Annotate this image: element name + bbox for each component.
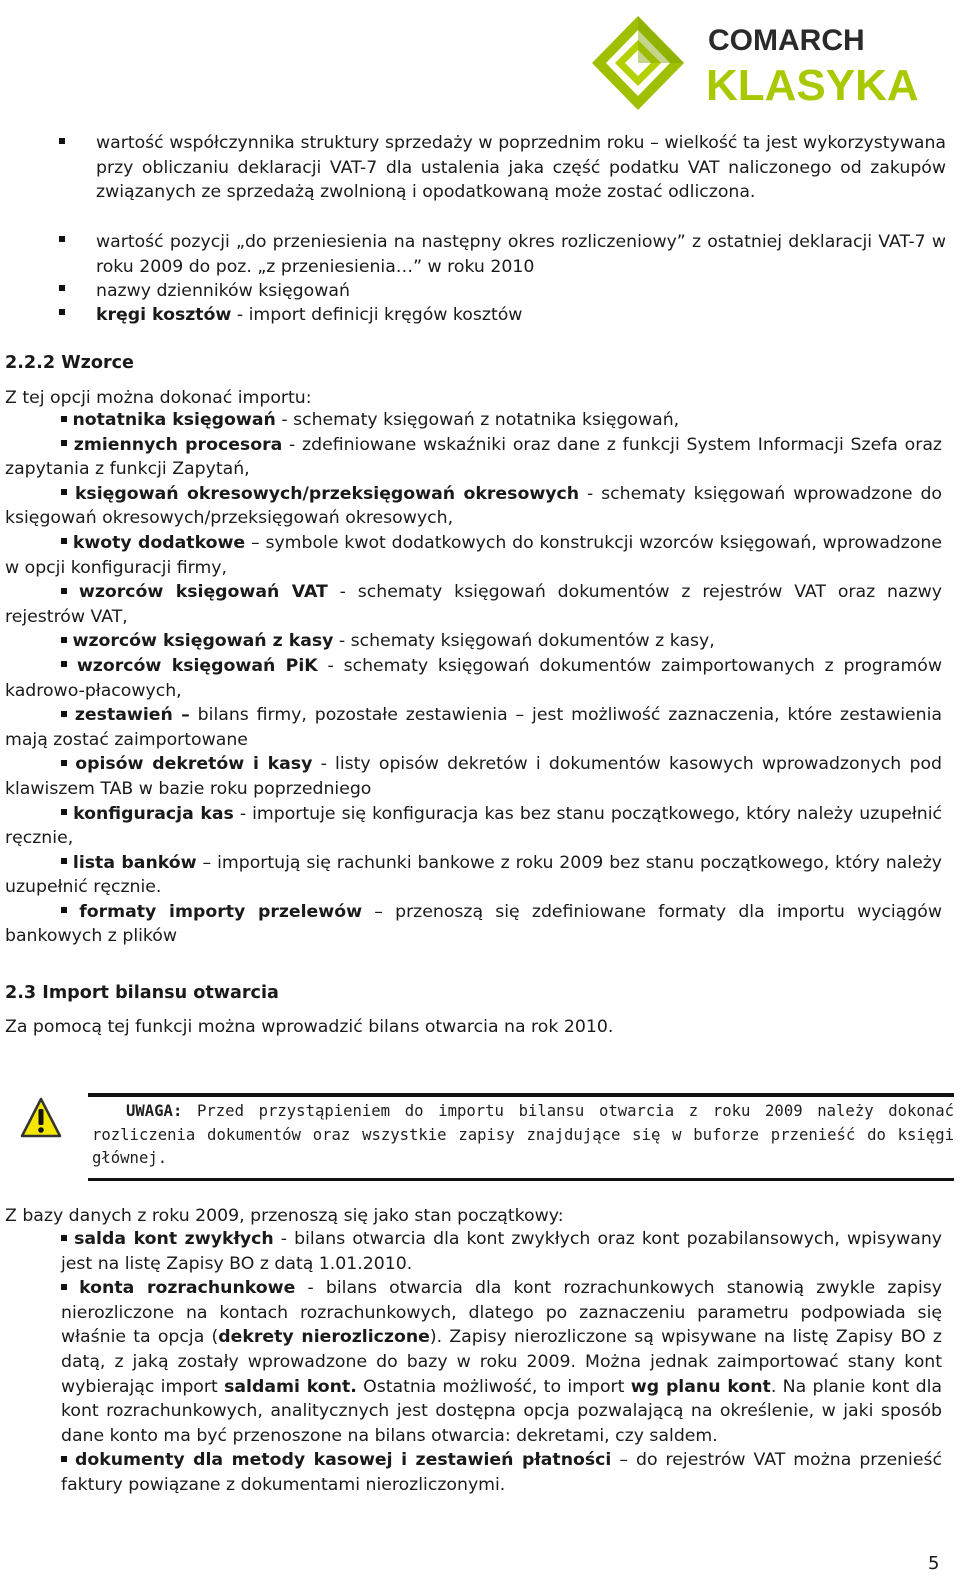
list-item: dokumenty dla metody kasowej i zestawień płatności – do rejestrów VAT można przenieść faktury powiązane z dokumentami nierozliczonymi. bbox=[61, 1450, 942, 1495]
bullet-marker bbox=[61, 588, 67, 594]
bullet-marker bbox=[61, 711, 67, 717]
warning-label: UWAGA: bbox=[126, 1102, 183, 1120]
section-heading-2-3: 2.3 Import bilansu otwarcia bbox=[5, 983, 279, 1003]
warning-bottom-rule bbox=[88, 1178, 954, 1181]
bullet-marker bbox=[61, 440, 67, 446]
warning-icon bbox=[20, 1096, 62, 1140]
list-item: lista banków – importują się rachunki bankowe z roku 2009 bez stanu początkowego, który należy uzupełnić ręcznie. bbox=[5, 852, 942, 898]
list-item: salda kont zwykłych - bilans otwarcia dla kont zwykłych oraz kont pozabilansowych, wpisywany jest na listę Zapisy BO z datą 1.01.2010. bbox=[61, 1229, 942, 1274]
list-item: księgowań okresowych/przeksięgowań okresowych - schematy księgowań wprowadzone do księgowań okresowych/przeksięgowań okresowych, bbox=[5, 483, 942, 529]
list-item: konta rozrachunkowe - bilans otwarcia dla kont rozrachunkowych stanowią zwykle zapisy nierozliczone na kontach rozrachunkowych, dlatego po zaznaczeniu parametru podpowiada się właśnie ta opcja (dekrety nierozliczone). Zapisy nierozliczone są wpisywane na listę Zapisy BO z datą, z jaką zostały wprowadzone do bazy w roku 2009. Można jednak zaimportować stany kont wybierając import saldami kont. Ostatnia możliwość, to import wg planu kont. Na planie kont dla kont rozrachunkowych, analitycznych jest dostępna opcja pozwalającą na określenie, w jaki sposób dane konto ma być przenoszone na bilans otwarcia: dekretami, czy saldem. bbox=[61, 1278, 942, 1446]
list-item: formaty importy przelewów – przenoszą się zdefiniowane formaty dla importu wyciągów bankowych z plików bbox=[5, 901, 943, 947]
bullet-marker bbox=[61, 760, 67, 766]
top-bullet-4: kręgi kosztów - import definicji kręgów kosztów bbox=[96, 305, 523, 325]
bullet-marker bbox=[59, 138, 65, 144]
list-item: kwoty dodatkowe – symbole kwot dodatkowych do konstrukcji wzorców księgowań, wprowadzone w opcji konfiguracji firmy, bbox=[5, 532, 942, 578]
logo-product-text: KLASYKA bbox=[706, 61, 919, 110]
warning-text: UWAGA: Przed przystąpieniem do importu bilansu otwarcia z roku 2009 należy dokonać rozliczenia dokumentów oraz wszystkie zapisy znajdujące się w buforze przenieść do księgi głównej. bbox=[92, 1102, 954, 1167]
bullet-marker bbox=[61, 416, 67, 422]
section-intro: Z bazy danych z roku 2009, przenoszą się jako stan początkowy: bbox=[5, 1206, 564, 1226]
section-intro: Za pomocą tej funkcji można wprowadzić bilans otwarcia na rok 2010. bbox=[5, 1017, 614, 1037]
bo-list bbox=[61, 1227, 942, 1498]
bullet-marker bbox=[59, 285, 65, 291]
bullet-marker bbox=[61, 809, 67, 815]
logo-diamond-icon bbox=[592, 16, 684, 110]
bullet-marker bbox=[59, 236, 65, 242]
bullet-marker bbox=[61, 637, 67, 643]
wzorce-list bbox=[5, 408, 942, 949]
list-item: wzorców księgowań z kasy - schematy księgowań dokumentów z kasy, bbox=[5, 629, 942, 654]
list-item: wzorców księgowań VAT - schematy księgowań dokumentów z rejestrów VAT oraz nazwy rejestrów VAT, bbox=[5, 582, 942, 627]
top-bullet-2: wartość pozycji „do przeniesienia na następny okres rozliczeniowy” z ostatniej deklaracji VAT-7 w roku 2009 do poz. „z przeniesienia…” w roku 2010 bbox=[96, 232, 946, 277]
top-bullet-1: wartość współczynnika struktury sprzedaży w poprzednim roku – wielkość ta jest wykorzystywana przy obliczaniu deklaracji VAT-7 dla ustalenia jaka część podatku VAT naliczonego od zakupów związanych ze sprzedażą zwolnioną i opodatkowaną może zostać odliczona. bbox=[96, 133, 946, 203]
bullet-marker bbox=[61, 661, 67, 667]
logo-brand-text: COMARCH bbox=[708, 24, 865, 57]
page-number: 5 bbox=[928, 1553, 940, 1574]
bullet-marker bbox=[61, 1284, 67, 1290]
warning-top-rule bbox=[88, 1093, 954, 1097]
bullet-marker bbox=[61, 858, 67, 864]
list-item: opisów dekretów i kasy - listy opisów dekretów i dokumentów kasowych wprowadzonych pod klawiszem TAB w bazie roku poprzedniego bbox=[5, 754, 942, 799]
list-item: zestawień – bilans firmy, pozostałe zestawienia – jest możliwość zaznaczenia, które zestawienia mają zostać zaimportowane bbox=[5, 705, 943, 750]
section-intro: Z tej opcji można dokonać importu: bbox=[5, 388, 312, 408]
bullet-marker bbox=[61, 1456, 67, 1462]
list-item: zmiennych procesora - zdefiniowane wskaźniki oraz dane z funkcji System Informacji Szefa oraz zapytania z funkcji Zapytań, bbox=[5, 434, 942, 480]
bullet-marker bbox=[61, 1235, 67, 1241]
bullet-marker bbox=[61, 538, 67, 544]
list-item: konfiguracja kas - importuje się konfiguracja kas bez stanu początkowego, który należy uzupełnić ręcznie, bbox=[5, 803, 942, 849]
comarch-klasyka-logo bbox=[592, 16, 960, 110]
list-item: wzorców księgowań PiK - schematy księgowań dokumentów zaimportowanych z programów kadrowo-płacowych, bbox=[5, 655, 943, 701]
list-item: notatnika księgowań - schematy księgowań z notatnika księgowań, bbox=[5, 408, 942, 433]
bullet-marker bbox=[59, 309, 65, 315]
bullet-marker bbox=[61, 489, 67, 495]
section-heading-2-2-2: 2.2.2 Wzorce bbox=[5, 353, 134, 373]
top-bullet-3: nazwy dzienników księgowań bbox=[96, 281, 350, 301]
bullet-marker bbox=[61, 907, 67, 913]
